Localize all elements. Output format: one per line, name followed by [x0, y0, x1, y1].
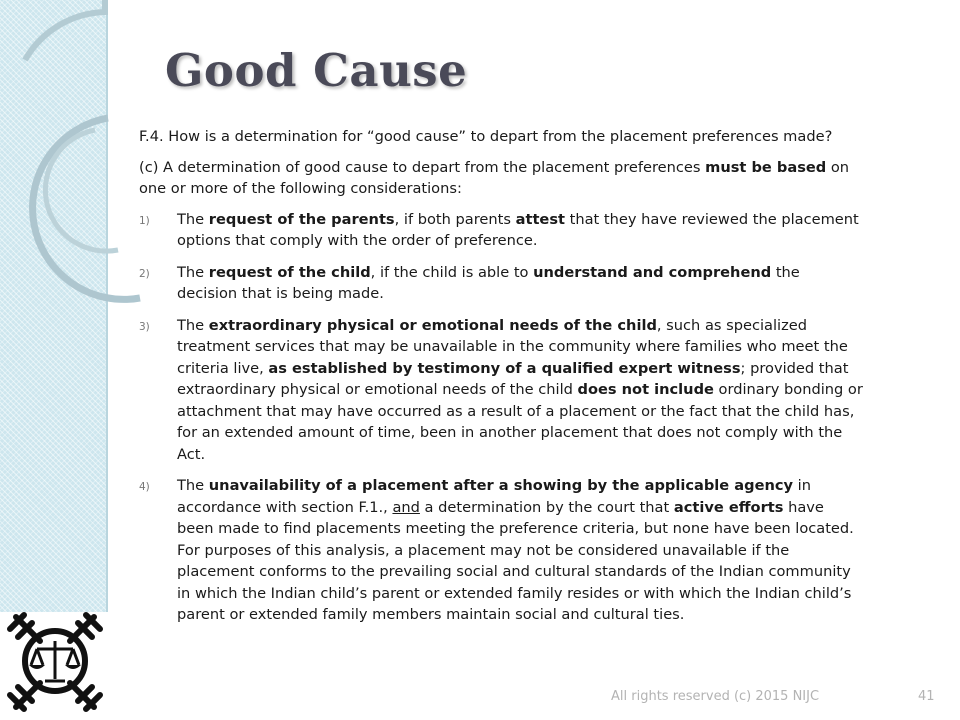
item-text: The [177, 316, 209, 334]
item-text: The [177, 477, 209, 494]
item-number: 1) [139, 214, 150, 227]
item-text: , such as specialized treatment services that may be unavailable in the community where families who meet the criteria live, [177, 316, 848, 377]
page-number: 41 [918, 689, 935, 704]
item-bold-text: active efforts [673, 498, 784, 516]
item-text: the decision that is being made. [177, 263, 800, 302]
item-text: The [177, 263, 209, 281]
item-text: , if the child is able to [370, 263, 534, 281]
intro-suffix: on one or more of the following considerations: [139, 158, 850, 197]
item-bold-text: extraordinary physical or emotional needs of the child [208, 316, 657, 334]
consideration-item [139, 209, 863, 252]
consideration-item [139, 262, 863, 305]
intro-prefix: (c) A determination of good cause to depart from the placement preferences [139, 158, 706, 176]
considerations-list [139, 209, 863, 626]
item-text: , if both parents [394, 210, 516, 228]
item-text: a determination by the court that [419, 498, 674, 516]
item-text: ordinary bonding or attachment that may have occurred as a result of a placement or the fact that the child has, for an extended amount of time, been in another placement that does not comply with the Act. [177, 381, 863, 463]
consideration-item [139, 475, 863, 626]
slide-title: Good Cause [165, 44, 468, 97]
item-bold-text: does not include [577, 381, 714, 398]
question-text: F.4. How is a determination for “good cause” to depart from the placement preferences made? [139, 128, 833, 145]
item-text: and [392, 498, 420, 516]
item-text: The [177, 210, 209, 228]
justice-scales-logo-icon [0, 603, 110, 718]
item-text: in accordance with section F.1., [177, 477, 811, 516]
item-bold-text: understand and comprehend [533, 263, 772, 281]
item-number: 3) [139, 320, 150, 333]
item-bold-text: attest [515, 210, 565, 228]
item-number: 4) [139, 481, 150, 493]
slide-body [139, 126, 863, 636]
consideration-item [139, 315, 863, 466]
item-text: that they have reviewed the placement options that comply with the order of preference. [177, 210, 859, 249]
intro-paragraph [139, 157, 863, 200]
item-bold-text: as established by testimony of a qualified expert witness [268, 359, 741, 377]
intro-bold: must be based [705, 158, 827, 176]
item-bold-text: request of the child [208, 263, 371, 281]
item-bold-text: unavailability of a placement after a showing by the applicable agency [208, 477, 794, 494]
copyright-footer: All rights reserved (c) 2015 NIJC [611, 689, 820, 704]
item-text: ; provided that extraordinary physical or emotional needs of the child [177, 359, 849, 398]
item-text: have been made to find placements meeting the preference criteria, but none have been located. For purposes of this analysis, a placement may not be considered unavailable if the placement conforms to the prevailing social and cultural standards of the Indian community in which the Indian child’s parent or extended family resides or with which the Indian child’s parent or extended family members maintain social and cultural ties. [177, 498, 854, 623]
item-bold-text: request of the parents [208, 210, 395, 228]
item-number: 2) [139, 267, 150, 280]
